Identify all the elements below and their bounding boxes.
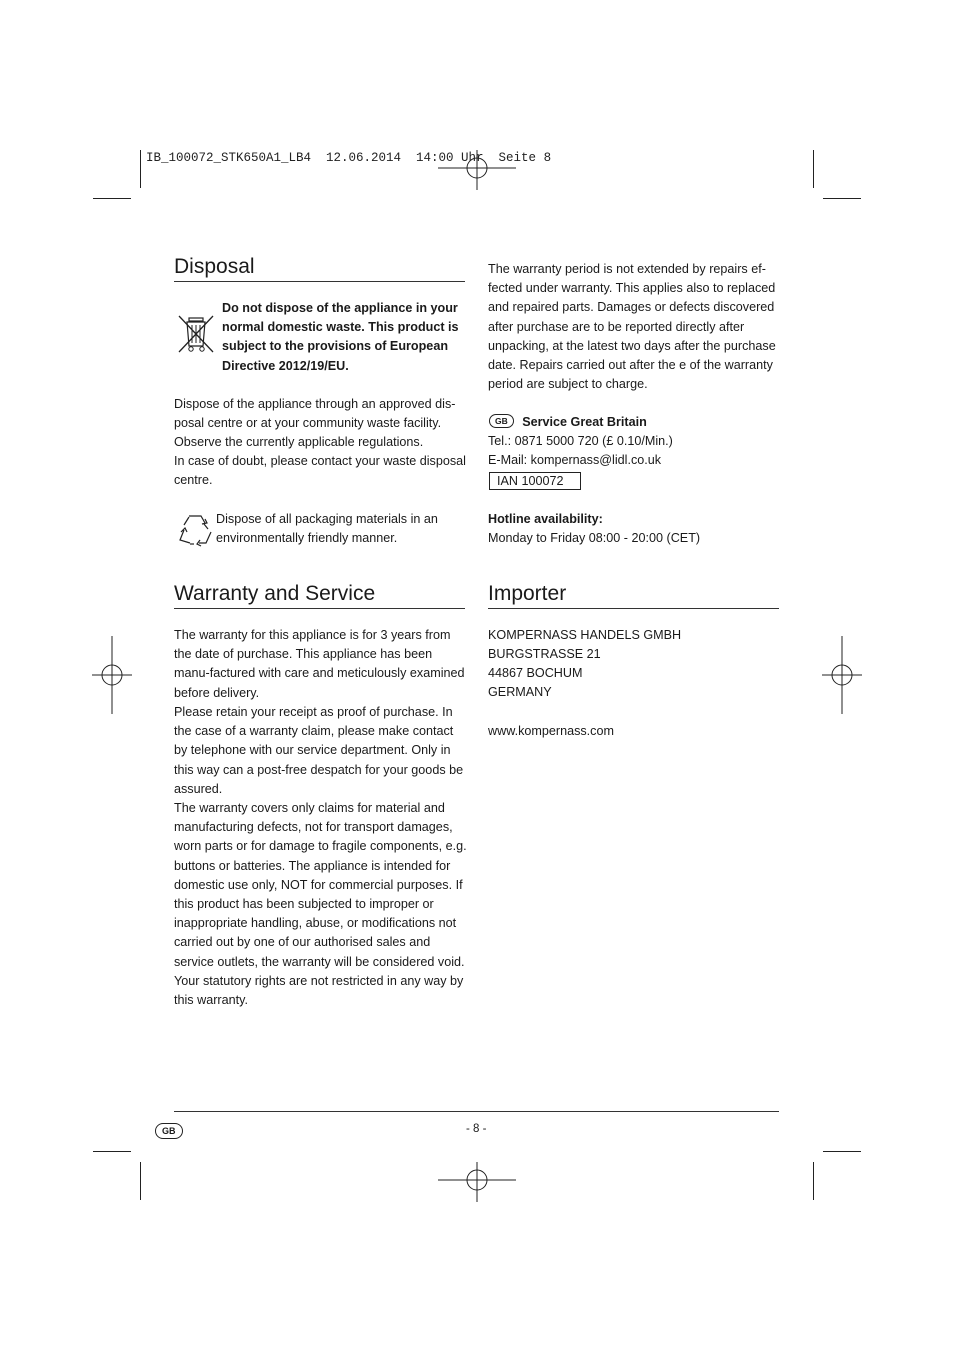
service-title: Service Great Britain — [522, 415, 647, 429]
print-slug: IB_100072_STK650A1_LB4 12.06.2014 14:00 Uhr Seite 8 — [146, 151, 552, 165]
registration-mark-left — [92, 636, 132, 714]
disposal-warning: Do not dispose of the appliance in your normal domestic waste. This product is subject to the provisions of European Directive 2012/19/EU. — [222, 301, 459, 373]
warranty-p2: Please retain your receipt as proof of purchase. In the case of a warranty claim, please make contact by telephone with our service department. Only in this way can a post-free despatch for your goods be assured. — [174, 705, 464, 796]
registration-mark-top — [438, 150, 516, 190]
registration-mark-bottom — [438, 1162, 516, 1202]
warranty-p1: The warranty for this appliance is for 3 years from the date of purchase. This appliance has been manu-factured with care and meticulously examined before delivery. — [174, 628, 465, 700]
disposal-paragraph: Dispose of the appliance through an approved dis-posal centre or at your community waste facility. Observe the currently applicable regulations. — [174, 397, 456, 450]
registration-mark-right — [822, 636, 862, 714]
warranty-heading-rule — [174, 608, 465, 609]
ian-box — [489, 472, 581, 490]
importer-line2: BURGSTRASSE 21 — [488, 647, 601, 661]
hotline-title: Hotline availability: — [488, 512, 603, 526]
page-number: - 8 - — [466, 1123, 487, 1135]
ian-number: IAN 100072 — [489, 472, 581, 490]
hotline-hours: Monday to Friday 08:00 - 20:00 (CET) — [488, 531, 701, 545]
importer-heading-rule — [488, 608, 779, 609]
service-gb — [489, 413, 781, 432]
importer-line4: GERMANY — [488, 685, 552, 699]
importer-line1: KOMPERNASS HANDELS GMBH — [488, 628, 682, 642]
service-tel: Tel.: 0871 5000 720 (£ 0.10/Min.) — [488, 434, 673, 448]
crossed-bin-icon — [177, 312, 215, 354]
footer-badge-wrap — [155, 1121, 183, 1139]
service-email[interactable]: E-Mail: kompernass@lidl.co.uk — [488, 453, 662, 467]
disposal-heading-rule — [174, 281, 465, 282]
warranty-heading: Warranty and Service — [174, 582, 376, 605]
importer-heading: Importer — [488, 582, 567, 605]
disposal-packaging: Dispose of all packaging materials in an environmentally friendly manner. — [216, 512, 438, 546]
gb-badge: GB — [489, 414, 514, 428]
disposal-heading: Disposal — [174, 255, 255, 278]
importer-line3: 44867 BOCHUM — [488, 666, 583, 680]
footer-rule — [174, 1111, 779, 1112]
importer-website[interactable]: www.kompernass.com — [488, 724, 614, 738]
footer-gb-badge: GB — [155, 1123, 183, 1139]
warranty-period: The warranty period is not extended by repairs ef-fected under warranty. This applies also to replaced and repaired parts. Damages or defects discovered after purchase are to be reported directly after unpacking, at the latest two days after the purchase date. Repairs carried out after the e of the warranty period are subject to charge. — [488, 262, 776, 392]
warranty-p3: The warranty covers only claims for material and manufacturing defects, not for transport damages, worn parts or for damage to fragile components, e.g. buttons or batteries. The appliance is intended for domestic use only, NOT for commercial purposes. If this product has been subjected to improper or inappropriate handling, abuse, or modifications not carried out by one of our authorised sales and service outlets, the warranty will be considered void. Your statutory rights are not restricted in any way by this warranty. — [174, 801, 467, 1008]
recycle-icon — [175, 510, 215, 550]
disposal-doubt: In case of doubt, please contact your waste disposal centre. — [174, 454, 466, 488]
